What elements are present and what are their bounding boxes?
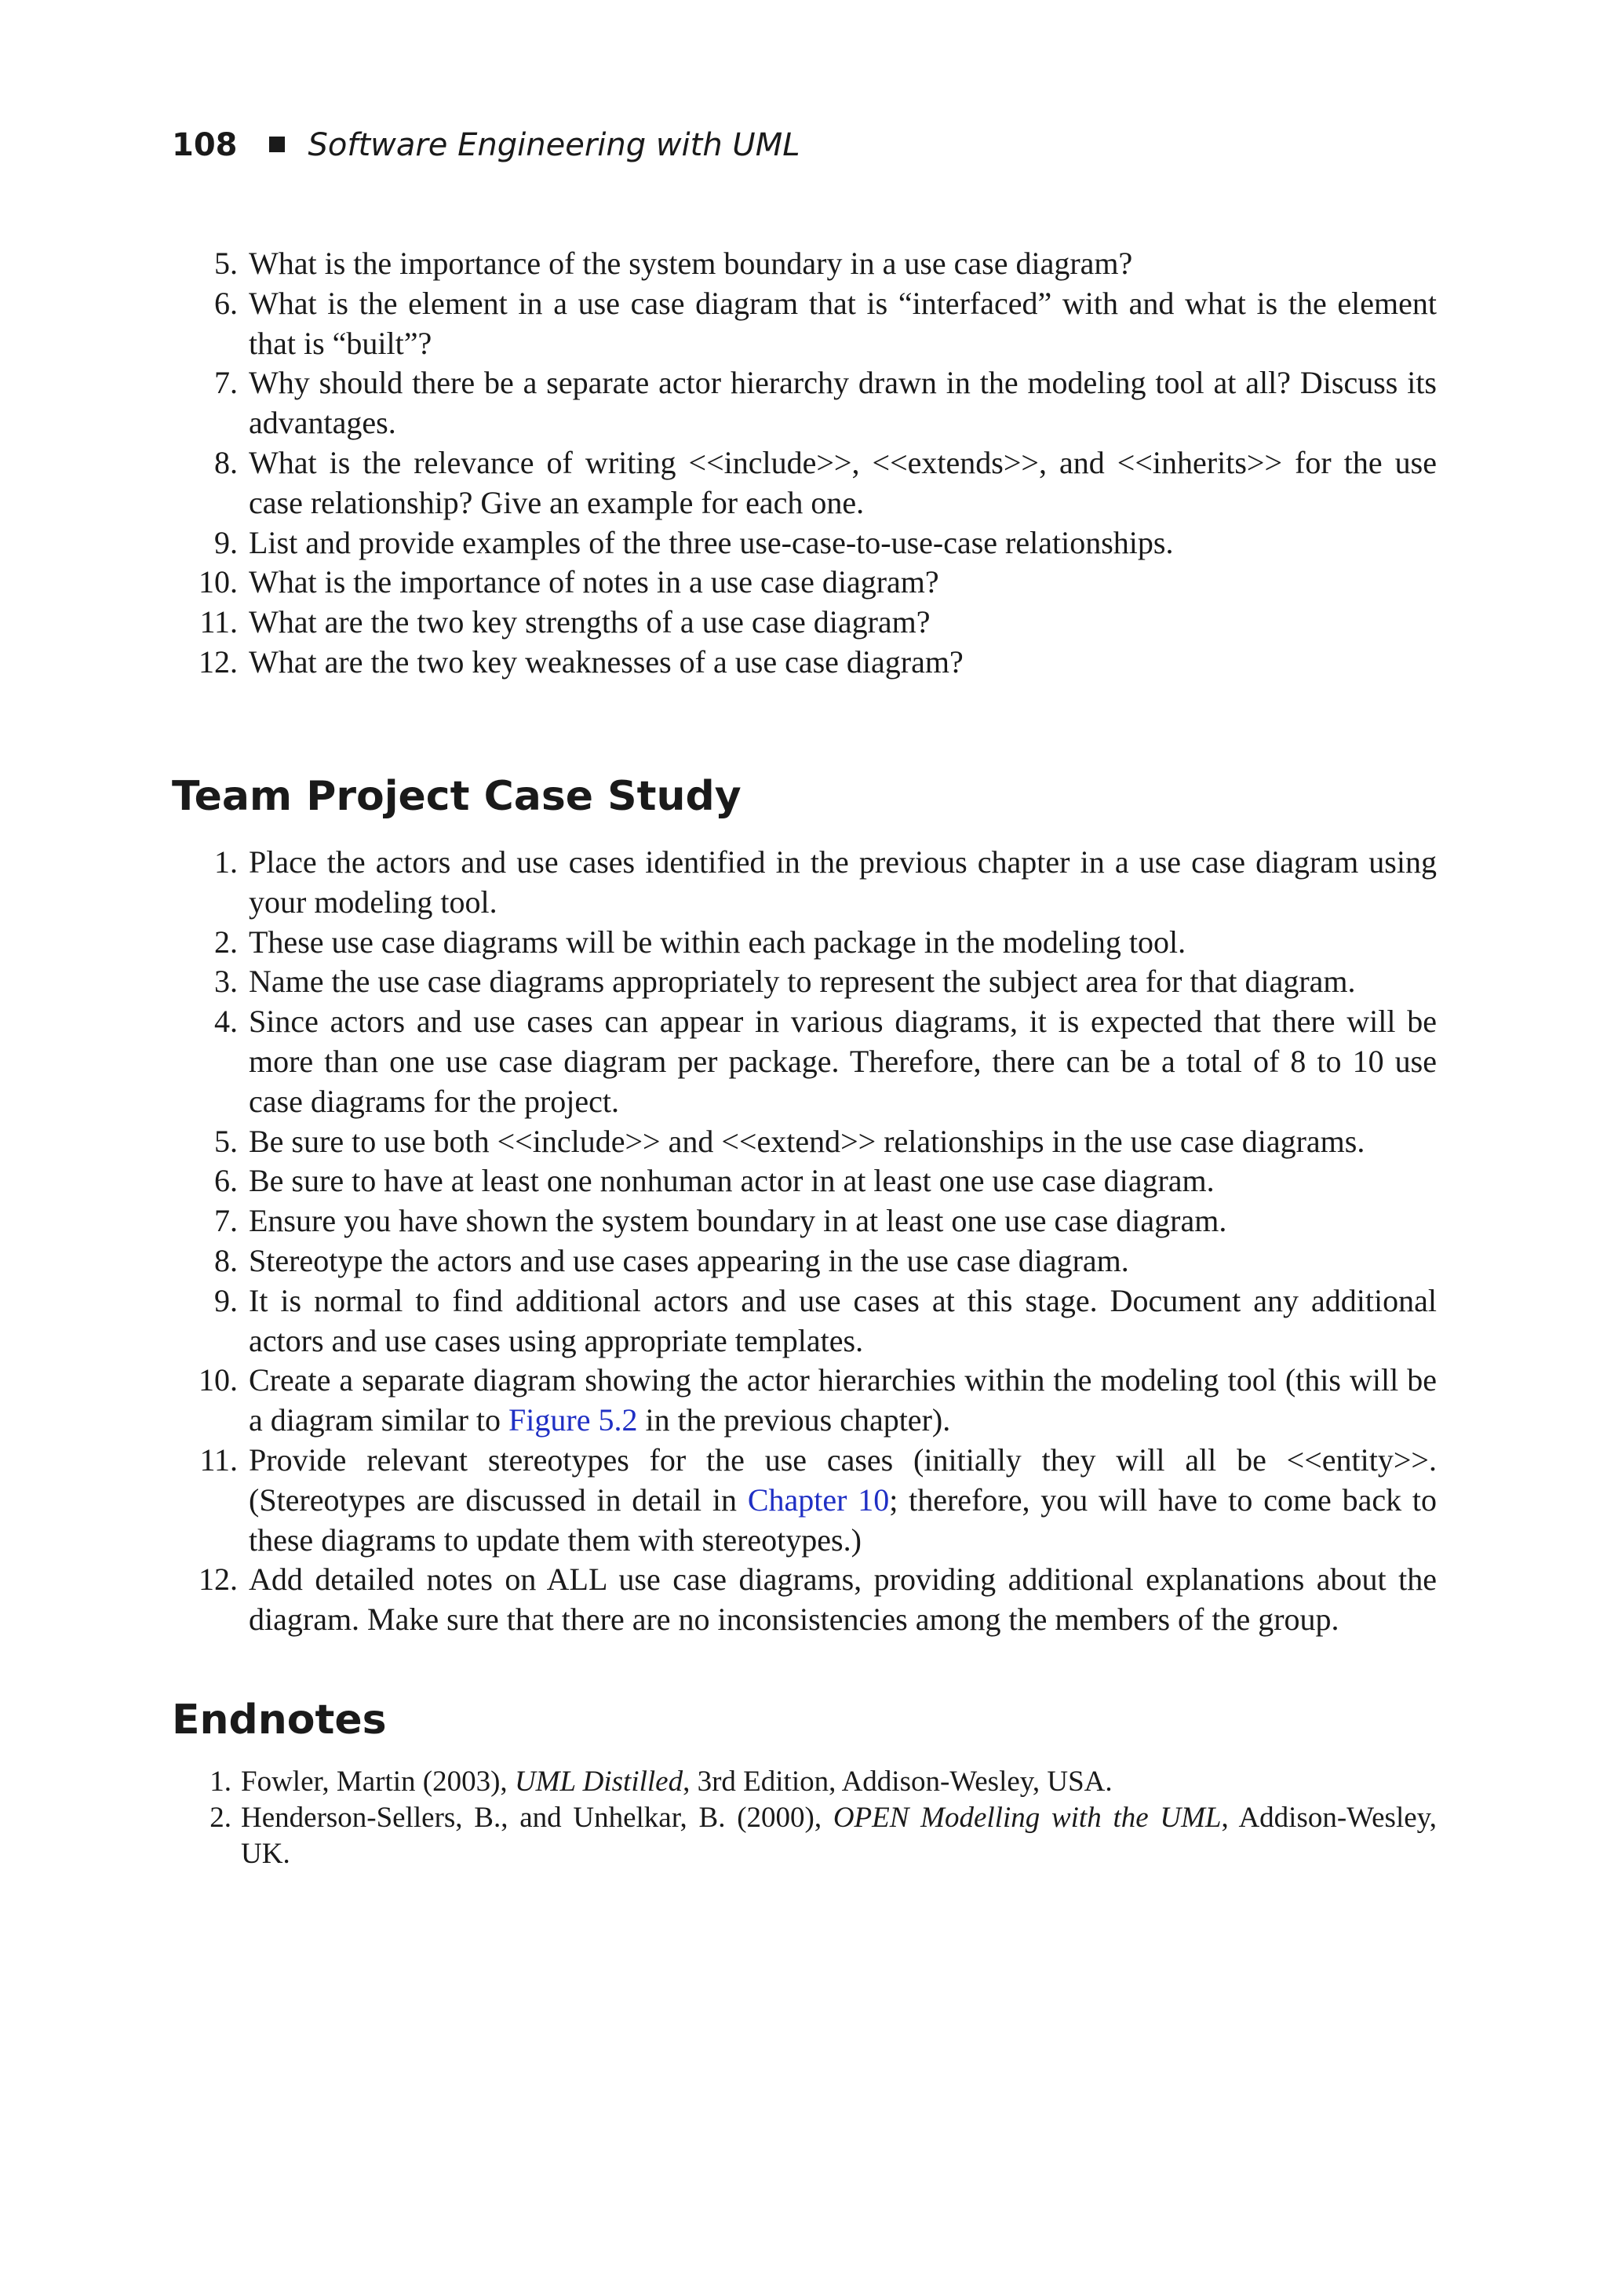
list-item — [172, 923, 1437, 963]
item-text: Ensure you have shown the system boundary in at least one use case diagram. — [249, 1203, 1227, 1239]
item-number: 9. — [214, 524, 238, 560]
item-text: Place the actors and use cases identified in the previous chapter in a use case diagram using your modeling tool. — [249, 844, 1437, 920]
endnotes-list — [172, 1764, 1437, 1872]
item-text: Stereotype the actors and use cases appearing in the use case diagram. — [249, 1242, 1129, 1278]
item-text: Name the use case diagrams appropriately to represent the subject area for that diagram. — [249, 964, 1356, 1000]
list-item — [172, 1764, 1437, 1800]
list-item — [172, 1122, 1437, 1162]
item-text: Be sure to use both <<include>> and <<extend>> relationships in the use case diagrams. — [249, 1123, 1365, 1159]
item-number: 7. — [214, 1203, 238, 1239]
page-number: 108 — [172, 127, 238, 163]
running-header — [172, 123, 800, 167]
item-number: 7. — [214, 365, 238, 401]
item-text: What is the element in a use case diagram that is “interfaced” with and what is the element that is “built”? — [249, 285, 1437, 361]
list-item — [172, 962, 1437, 1002]
item-number: 11. — [199, 1441, 238, 1478]
team-project-list — [172, 843, 1437, 1640]
item-number: 9. — [214, 1282, 238, 1318]
item-number: 10. — [199, 564, 238, 600]
item-number: 5. — [214, 1123, 238, 1159]
list-item — [172, 1241, 1437, 1281]
item-text: Why should there be a separate actor hierarchy drawn in the modeling tool at all? Discuss its advantages. — [249, 365, 1437, 441]
endnotes-heading: Endnotes — [172, 1696, 387, 1744]
item-text: Create a separate diagram showing the actor hierarchies within the modeling tool (this will be a diagram similar to — [249, 1362, 1437, 1438]
item-number: 2. — [214, 924, 238, 960]
item-number: 4. — [214, 1004, 238, 1040]
item-number: 10. — [199, 1362, 238, 1398]
item-number: 3. — [214, 964, 238, 1000]
list-item — [172, 1361, 1437, 1441]
list-item — [172, 1560, 1437, 1640]
item-text: Add detailed notes on ALL use case diagrams, providing additional explanations about the diagram. Make sure that there are no inconsistencies among the members of the group. — [249, 1562, 1437, 1638]
item-text: in the previous chapter). — [637, 1402, 951, 1438]
item-text: List and provide examples of the three use-case-to-use-case relationships. — [249, 524, 1174, 560]
team-project-heading: Team Project Case Study — [172, 773, 742, 820]
item-text: What is the importance of the system boundary in a use case diagram? — [249, 246, 1133, 281]
list-item — [172, 1441, 1437, 1560]
item-number: 12. — [199, 1562, 238, 1598]
list-item — [172, 1800, 1437, 1872]
item-text: , Addison-Wesley, UK. — [241, 1802, 1438, 1870]
item-text: What are the two key weaknesses of a use case diagram? — [249, 643, 964, 680]
list-item — [172, 1002, 1437, 1121]
item-number: 1. — [214, 844, 238, 880]
figure-5-2-link[interactable]: Figure 5.2 — [508, 1402, 638, 1438]
list-item — [172, 363, 1437, 443]
item-number: 5. — [214, 246, 238, 281]
item-text: Provide relevant stereotypes for the use cases (initially they will all be <<entity>>. (Stereotypes are discussed in detail in — [249, 1441, 1437, 1518]
item-text: , 3rd Edition, Addison-Wesley, USA. — [683, 1766, 1113, 1798]
item-number: 11. — [199, 604, 238, 640]
item-number: 6. — [214, 1163, 238, 1199]
book-title: Software Engineering with UML — [308, 127, 800, 163]
item-text: Since actors and use cases can appear in various diagrams, it is expected that there will be more than one use case diagram per package. Therefore, there can be a total of 8 to 10 use case diagrams for the project. — [249, 1004, 1437, 1119]
item-text: Henderson-Sellers, B., and Unhelkar, B. (2000), — [241, 1802, 833, 1834]
chapter-10-link[interactable]: Chapter 10 — [747, 1481, 890, 1518]
cited-title: UML Distilled — [514, 1766, 683, 1798]
cited-title: OPEN Modelling with the UML — [833, 1802, 1222, 1834]
item-text: What are the two key strengths of a use case diagram? — [249, 604, 931, 640]
item-text: It is normal to find additional actors and use cases at this stage. Document any additional actors and use cases using appropriate templates. — [249, 1282, 1437, 1358]
item-number: 2. — [210, 1802, 231, 1834]
item-text: What is the relevance of writing <<include>>, <<extends>>, and <<inherits>> for the use case relationship? Give an example for each one. — [249, 444, 1437, 520]
item-text: These use case diagrams will be within each package in the modeling tool. — [249, 924, 1186, 960]
list-item — [172, 244, 1437, 284]
item-text: Be sure to have at least one nonhuman actor in at least one use case diagram. — [249, 1163, 1215, 1199]
item-text: ; therefore, you will have to come back to these diagrams to update them with stereotypes.) — [249, 1481, 1437, 1558]
review-questions-list — [172, 244, 1437, 683]
item-number: 12. — [199, 643, 238, 680]
list-item — [172, 843, 1437, 923]
square-bullet-icon — [269, 137, 285, 152]
item-number: 8. — [214, 1242, 238, 1278]
list-item — [172, 1281, 1437, 1361]
item-text: What is the importance of notes in a use case diagram? — [249, 564, 939, 600]
item-text: Fowler, Martin (2003), — [241, 1766, 515, 1798]
list-item — [172, 523, 1437, 563]
list-item — [172, 284, 1437, 364]
list-item — [172, 643, 1437, 683]
item-number: 1. — [210, 1766, 231, 1798]
list-item — [172, 443, 1437, 523]
item-number: 6. — [214, 285, 238, 321]
list-item — [172, 1201, 1437, 1241]
item-number: 8. — [214, 444, 238, 480]
list-item — [172, 563, 1437, 603]
list-item — [172, 1161, 1437, 1201]
list-item — [172, 603, 1437, 643]
